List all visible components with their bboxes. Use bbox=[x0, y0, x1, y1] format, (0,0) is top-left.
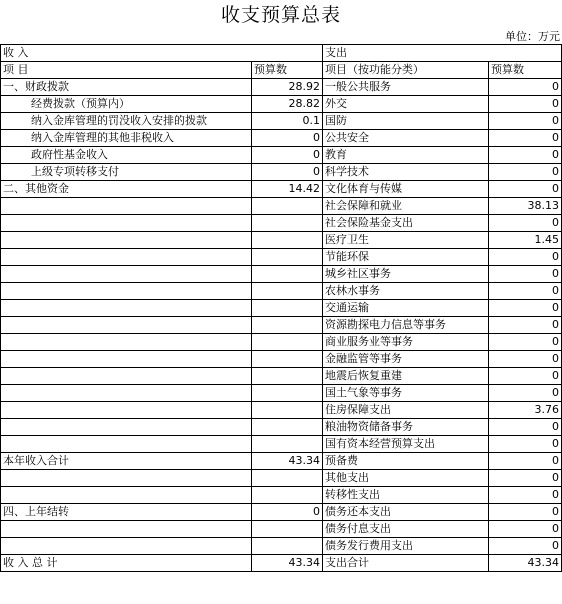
income-item-cell bbox=[1, 300, 252, 317]
expense-item-cell: 住房保障支出 bbox=[323, 402, 489, 419]
income-item-cell bbox=[1, 402, 252, 419]
expense-value-cell: 0 bbox=[489, 300, 562, 317]
expense-value-cell: 0 bbox=[489, 504, 562, 521]
table-row bbox=[1, 266, 562, 283]
income-value-cell: 0.1 bbox=[252, 113, 323, 130]
income-item-cell bbox=[1, 385, 252, 402]
income-value-cell bbox=[252, 385, 323, 402]
income-value-cell bbox=[252, 368, 323, 385]
expense-value-cell: 0 bbox=[489, 317, 562, 334]
unit-label: 单位：万元 bbox=[505, 30, 560, 43]
item-header: 项 目 bbox=[1, 62, 252, 79]
income-value-cell bbox=[252, 198, 323, 215]
expense-value-cell: 0 bbox=[489, 487, 562, 504]
table-row bbox=[1, 232, 562, 249]
income-item-cell: 四、上年结转 bbox=[1, 504, 252, 521]
expense-value-cell: 0 bbox=[489, 96, 562, 113]
table-row bbox=[1, 249, 562, 266]
table-row bbox=[1, 385, 562, 402]
expense-item-cell: 债务发行费用支出 bbox=[323, 538, 489, 555]
income-value-cell: 0 bbox=[252, 147, 323, 164]
income-item-cell bbox=[1, 521, 252, 538]
expense-item-cell: 公共安全 bbox=[323, 130, 489, 147]
expense-item-cell: 国防 bbox=[323, 113, 489, 130]
expense-value-cell: 38.13 bbox=[489, 198, 562, 215]
income-item-cell: 上级专项转移支付 bbox=[1, 164, 252, 181]
expense-value-cell: 0 bbox=[489, 453, 562, 470]
expense-item-cell: 转移性支出 bbox=[323, 487, 489, 504]
item-func-header: 项目（按功能分类） bbox=[323, 62, 489, 79]
table-row bbox=[1, 436, 562, 453]
income-item-cell bbox=[1, 538, 252, 555]
header-row-2 bbox=[1, 62, 562, 79]
expense-item-cell: 其他支出 bbox=[323, 470, 489, 487]
expense-item-cell: 国有资本经营预算支出 bbox=[323, 436, 489, 453]
income-item-cell bbox=[1, 436, 252, 453]
expense-item-cell: 资源勘探电力信息等事务 bbox=[323, 317, 489, 334]
income-item-cell bbox=[1, 249, 252, 266]
expense-item-cell: 城乡社区事务 bbox=[323, 266, 489, 283]
budget-header: 预算数 bbox=[252, 62, 323, 79]
income-item-cell bbox=[1, 419, 252, 436]
income-value-cell bbox=[252, 419, 323, 436]
table-row bbox=[1, 504, 562, 521]
income-value-cell bbox=[252, 283, 323, 300]
table-row bbox=[1, 555, 562, 572]
income-value-cell bbox=[252, 521, 323, 538]
table-row bbox=[1, 368, 562, 385]
expense-item-cell: 债务付息支出 bbox=[323, 521, 489, 538]
expense-item-cell: 支出合计 bbox=[323, 555, 489, 572]
income-item-cell bbox=[1, 334, 252, 351]
expense-value-cell: 0 bbox=[489, 351, 562, 368]
table-row bbox=[1, 130, 562, 147]
expense-item-cell: 医疗卫生 bbox=[323, 232, 489, 249]
table-row bbox=[1, 538, 562, 555]
expense-item-cell: 预备费 bbox=[323, 453, 489, 470]
expense-value-cell: 0 bbox=[489, 215, 562, 232]
income-value-cell: 0 bbox=[252, 130, 323, 147]
expense-value-cell: 0 bbox=[489, 79, 562, 96]
table-row bbox=[1, 181, 562, 198]
income-value-cell bbox=[252, 351, 323, 368]
table-row bbox=[1, 402, 562, 419]
expense-value-cell: 0 bbox=[489, 147, 562, 164]
income-item-cell bbox=[1, 232, 252, 249]
income-item-cell bbox=[1, 351, 252, 368]
table-row bbox=[1, 351, 562, 368]
table-row bbox=[1, 521, 562, 538]
table-row bbox=[1, 147, 562, 164]
income-header: 收 入 bbox=[1, 45, 323, 62]
income-value-cell bbox=[252, 487, 323, 504]
budget-table bbox=[0, 44, 562, 572]
table-row bbox=[1, 470, 562, 487]
table-row bbox=[1, 79, 562, 96]
expense-item-cell: 交通运输 bbox=[323, 300, 489, 317]
income-value-cell: 0 bbox=[252, 504, 323, 521]
expense-item-cell: 粮油物资储备事务 bbox=[323, 419, 489, 436]
income-value-cell bbox=[252, 402, 323, 419]
expense-item-cell: 农林水事务 bbox=[323, 283, 489, 300]
expense-item-cell: 社会保险基金支出 bbox=[323, 215, 489, 232]
expense-item-cell: 国土气象等事务 bbox=[323, 385, 489, 402]
budget2-header: 预算数 bbox=[489, 62, 562, 79]
expense-value-cell: 0 bbox=[489, 113, 562, 130]
expense-value-cell: 0 bbox=[489, 334, 562, 351]
expense-value-cell: 0 bbox=[489, 419, 562, 436]
income-item-cell: 政府性基金收入 bbox=[1, 147, 252, 164]
page-title: 收支预算总表 bbox=[220, 4, 341, 26]
income-value-cell: 28.92 bbox=[252, 79, 323, 96]
income-item-cell: 纳入金库管理的罚没收入安排的拨款 bbox=[1, 113, 252, 130]
table-row bbox=[1, 198, 562, 215]
expense-header: 支出 bbox=[323, 45, 562, 62]
income-value-cell bbox=[252, 249, 323, 266]
income-item-cell bbox=[1, 368, 252, 385]
income-item-cell bbox=[1, 198, 252, 215]
income-value-cell: 0 bbox=[252, 164, 323, 181]
expense-item-cell: 科学技术 bbox=[323, 164, 489, 181]
income-value-cell bbox=[252, 215, 323, 232]
income-value-cell bbox=[252, 334, 323, 351]
expense-value-cell: 0 bbox=[489, 368, 562, 385]
table-row bbox=[1, 334, 562, 351]
income-item-cell: 二、其他资金 bbox=[1, 181, 252, 198]
income-item-cell bbox=[1, 470, 252, 487]
expense-value-cell: 0 bbox=[489, 249, 562, 266]
income-value-cell bbox=[252, 470, 323, 487]
table-row bbox=[1, 113, 562, 130]
expense-item-cell: 商业服务业等事务 bbox=[323, 334, 489, 351]
table-row bbox=[1, 164, 562, 181]
table-row bbox=[1, 283, 562, 300]
income-value-cell bbox=[252, 232, 323, 249]
expense-value-cell: 0 bbox=[489, 266, 562, 283]
table-row bbox=[1, 300, 562, 317]
income-value-cell bbox=[252, 266, 323, 283]
table-row bbox=[1, 419, 562, 436]
income-value-cell bbox=[252, 436, 323, 453]
income-value-cell bbox=[252, 538, 323, 555]
table-row bbox=[1, 453, 562, 470]
expense-value-cell: 1.45 bbox=[489, 232, 562, 249]
expense-item-cell: 节能环保 bbox=[323, 249, 489, 266]
expense-item-cell: 一般公共服务 bbox=[323, 79, 489, 96]
income-item-cell: 本年收入合计 bbox=[1, 453, 252, 470]
table-row bbox=[1, 96, 562, 113]
expense-item-cell: 文化体育与传媒 bbox=[323, 181, 489, 198]
income-item-cell bbox=[1, 266, 252, 283]
expense-item-cell: 金融监管等事务 bbox=[323, 351, 489, 368]
expense-value-cell: 0 bbox=[489, 470, 562, 487]
expense-value-cell: 43.34 bbox=[489, 555, 562, 572]
table-row bbox=[1, 487, 562, 504]
expense-item-cell: 外交 bbox=[323, 96, 489, 113]
expense-value-cell: 3.76 bbox=[489, 402, 562, 419]
expense-value-cell: 0 bbox=[489, 521, 562, 538]
income-item-cell bbox=[1, 283, 252, 300]
income-value-cell: 28.82 bbox=[252, 96, 323, 113]
income-value-cell: 43.34 bbox=[252, 453, 323, 470]
income-item-cell: 纳入金库管理的其他非税收入 bbox=[1, 130, 252, 147]
table-row bbox=[1, 215, 562, 232]
expense-value-cell: 0 bbox=[489, 385, 562, 402]
income-value-cell bbox=[252, 317, 323, 334]
income-item-cell bbox=[1, 487, 252, 504]
income-item-cell bbox=[1, 317, 252, 334]
expense-item-cell: 地震后恢复重建 bbox=[323, 368, 489, 385]
expense-value-cell: 0 bbox=[489, 283, 562, 300]
income-item-cell bbox=[1, 215, 252, 232]
expense-value-cell: 0 bbox=[489, 538, 562, 555]
income-value-cell: 14.42 bbox=[252, 181, 323, 198]
income-item-cell: 收 入 总 计 bbox=[1, 555, 252, 572]
table-row bbox=[1, 317, 562, 334]
expense-item-cell: 教育 bbox=[323, 147, 489, 164]
expense-value-cell: 0 bbox=[489, 130, 562, 147]
expense-value-cell: 0 bbox=[489, 181, 562, 198]
income-item-cell: 一、财政拨款 bbox=[1, 79, 252, 96]
expense-value-cell: 0 bbox=[489, 164, 562, 181]
income-value-cell: 43.34 bbox=[252, 555, 323, 572]
header-row-1 bbox=[1, 45, 562, 62]
income-item-cell: 经费拨款（预算内） bbox=[1, 96, 252, 113]
income-value-cell bbox=[252, 300, 323, 317]
expense-value-cell: 0 bbox=[489, 436, 562, 453]
expense-item-cell: 社会保障和就业 bbox=[323, 198, 489, 215]
expense-item-cell: 债务还本支出 bbox=[323, 504, 489, 521]
